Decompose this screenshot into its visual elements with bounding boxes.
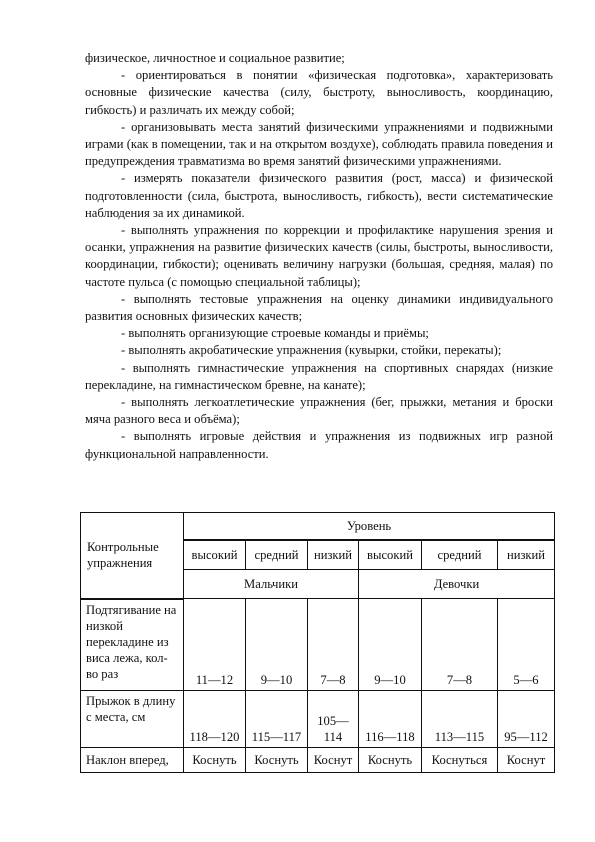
table-cell: Коснут <box>308 747 359 772</box>
table-row <box>81 690 555 747</box>
table-cell: 95—112 <box>498 690 555 747</box>
paragraph-10: - выполнять игровые действия и упражнения из подвижных игр разной функциональной направленности. <box>85 429 553 461</box>
group-girls: Девочки <box>359 570 555 599</box>
table-row <box>81 747 555 772</box>
table-cell: Коснуть <box>359 747 422 772</box>
paragraph-6: - выполнять организующие строевые команды и приёмы; <box>121 326 429 341</box>
levels-table <box>80 512 555 773</box>
level-mid-girls: средний <box>422 540 498 570</box>
level-high-boys: высокий <box>184 540 246 570</box>
body-text <box>85 50 553 463</box>
level-low-girls: низкий <box>498 540 555 570</box>
table-cell: Коснут <box>498 747 555 772</box>
paragraph-2: - организовывать места занятий физическими упражнениями и подвижными играми (как в помещении, так и на открытом воздухе), соблюдать правила поведения и предупреждения травматизма во время занятий физическими упражнениями. <box>85 119 553 169</box>
table-cell: 116—118 <box>359 690 422 747</box>
row-label-bend: Наклон вперед, <box>81 747 184 772</box>
table-row <box>81 599 555 691</box>
paragraph-5: - выполнять тестовые упражнения на оценку динамики индивидуального развития основных физических качеств; <box>85 291 553 324</box>
table-cell: Коснуть <box>184 747 246 772</box>
paragraph-3: - измерять показатели физического развития (рост, масса) и физической подготовленности (сила, быстрота, выносливость, гибкость), вести систематические наблюдения за их динамикой. <box>85 171 553 220</box>
paragraph-0: физическое, личностное и социальное развитие; <box>85 51 345 65</box>
table-cell: Коснуть <box>246 747 308 772</box>
table-cell: 5—6 <box>498 599 555 691</box>
table-cell: 105—114 <box>308 690 359 747</box>
table-cell: 113—115 <box>422 690 498 747</box>
table-cell: 11—12 <box>184 599 246 691</box>
paragraph-4: - выполнять упражнения по коррекции и профилактике нарушения зрения и осанки, упражнения на развитие физических качеств (силы, быстроты, выносливости, координации, гибкости); оценивать величину нагрузки (большая, средняя, малая) по частоте пульса (с помощью специальной таблицы); <box>85 223 553 289</box>
level-high-girls: высокий <box>359 540 422 570</box>
paragraph-7: - выполнять акробатические упражнения (кувырки, стойки, перекаты); <box>121 343 502 358</box>
table-cell: 7—8 <box>308 599 359 691</box>
level-mid-boys: средний <box>246 540 308 570</box>
table-cell: 9—10 <box>246 599 308 691</box>
row-label-pullups: Подтягивание на низкой перекладине из виса лежа, кол-во раз <box>81 599 184 691</box>
table-cell: 9—10 <box>359 599 422 691</box>
row-label-jump: Прыжок в длину с места, см <box>81 690 184 747</box>
paragraph-1: - ориентироваться в понятии «физическая подготовка», характеризовать основные физические качества (силу, быстроту, выносливость, координацию, гибкость) и различать их между собой; <box>85 68 553 117</box>
paragraph-8: - выполнять гимнастические упражнения на спортивных снарядах (низкие перекладине, на гимнастическом бревне, на канате); <box>85 360 553 392</box>
group-boys: Мальчики <box>184 570 359 599</box>
paragraph-9: - выполнять легкоатлетические упражнения (бег, прыжки, метания и броски мяча разного веса и объёма); <box>85 395 553 427</box>
header-level: Уровень <box>184 513 555 541</box>
header-exercises: Контрольные упражнения <box>81 513 184 599</box>
table-cell: 115—117 <box>246 690 308 747</box>
level-low-boys: низкий <box>308 540 359 570</box>
table-cell: Коснуться <box>422 747 498 772</box>
table-cell: 118—120 <box>184 690 246 747</box>
table-cell: 7—8 <box>422 599 498 691</box>
